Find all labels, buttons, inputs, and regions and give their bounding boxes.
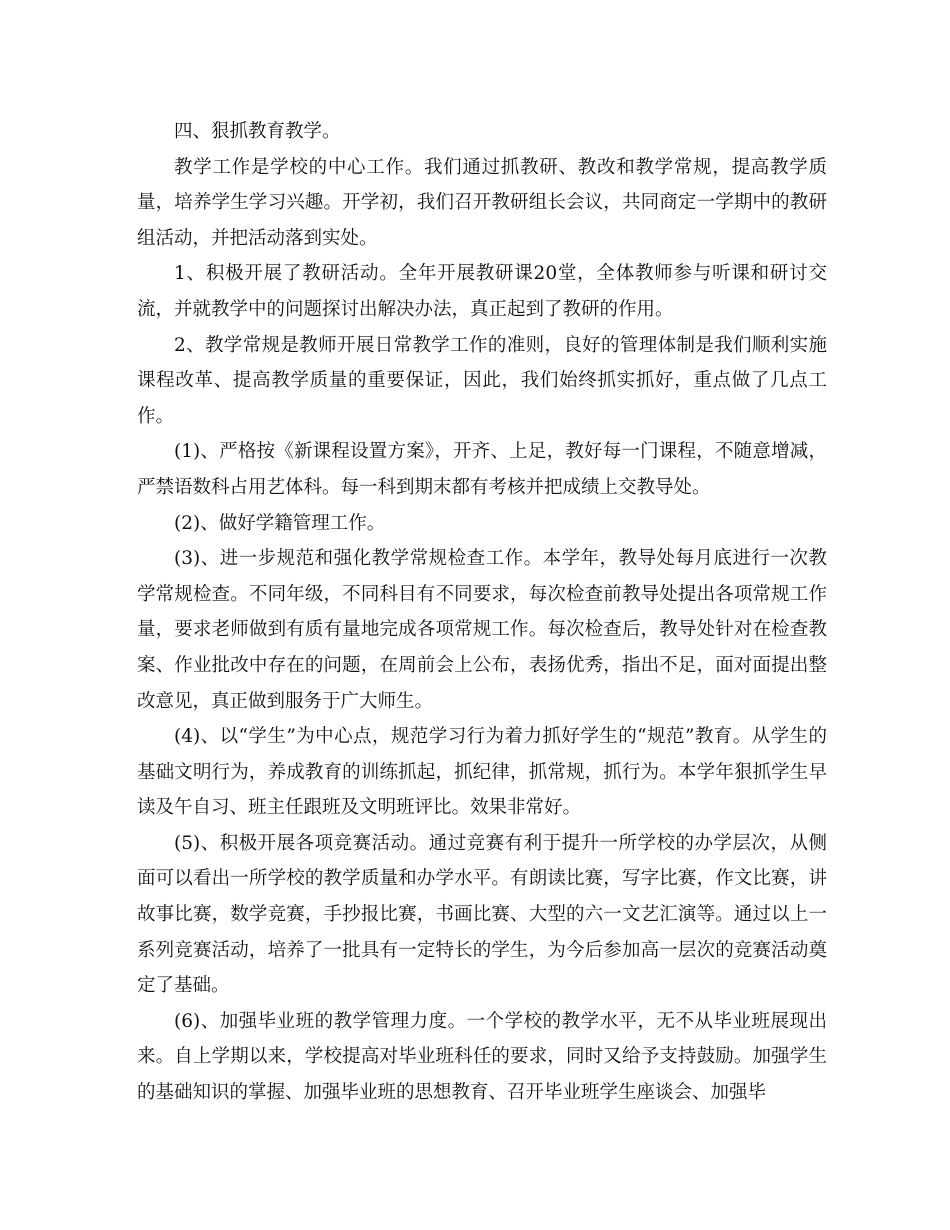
paragraph-subitem-5: (5)、积极开展各项竞赛活动。通过竞赛有利于提升一所学校的办学层次，从侧面可以看出一所学校的教学质量和办学水平。有朗读比赛，写字比赛，作文比赛，讲故事比赛，数学竞赛，手抄报比赛，书画比赛、大型的六一文艺汇演等。通过以上一系列竞赛活动，培养了一批具有一定特长的学生，为今后参加高一层次的竞赛活动奠定了基础。 [137, 832, 827, 997]
paragraph-subitem-2: (2)、做好学籍管理工作。 [174, 512, 386, 534]
paragraph-item-2: 2、教学常规是教师开展日常教学工作的准则，良好的管理体制是我们顺利实施课程改革、提高教学质量的重要保证，因此，我们始终抓实抓好，重点做了几点工作。 [137, 334, 827, 427]
document-page [137, 114, 827, 1111]
paragraph-intro: 教学工作是学校的中心工作。我们通过抓教研、教改和教学常规，提高教学质量，培养学生学习兴趣。开学初，我们召开教研组长会议，共同商定一学期中的教研组活动，并把活动落到实处。 [137, 156, 827, 249]
paragraph-subitem-6: (6)、加强毕业班的教学管理力度。一个学校的教学水平，无不从毕业班展现出来。自上学期以来，学校提高对毕业班科任的要求，同时又给予支持鼓励。加强学生的基础知识的掌握、加强毕业班的思想教育、召开毕业班学生座谈会、加强毕 [137, 1010, 827, 1104]
paragraph-subitem-1: (1)、严格按《新课程设置方案》，开齐、上足，教好每一门课程，不随意增减，严禁语数科占用艺体科。每一科到期末都有考核并把成绩上交教导处。 [137, 441, 827, 498]
section-heading: 四、狠抓教育教学。 [174, 121, 341, 142]
paragraph-subitem-4: (4)、以“学生”为中心点，规范学习行为着力抓好学生的“规范”教育。从学生的基础文明行为，养成教育的训练抓起，抓纪律，抓常规，抓行为。本学年狠抓学生早读及午自习、班主任跟班及文明班评比。效果非常好。 [137, 726, 827, 819]
paragraph-subitem-3: (3)、进一步规范和强化教学常规检查工作。本学年，教导处每月底进行一次教学常规检查。不同年级，不同科目有不同要求，每次检查前教导处提出各项常规工作量，要求老师做到有质有量地完成各项常规工作。每次检查后，教导处针对在检查教案、作业批改中存在的问题，在周前会上公布，表扬优秀，指出不足，面对面提出整改意见，真正做到服务于广大师生。 [137, 548, 827, 712]
paragraph-item-1: 1、积极开展了教研活动。全年开展教研课20堂，全体教师参与听课和研讨交流，并就教学中的问题探讨出解决办法，真正起到了教研的作用。 [137, 263, 827, 320]
